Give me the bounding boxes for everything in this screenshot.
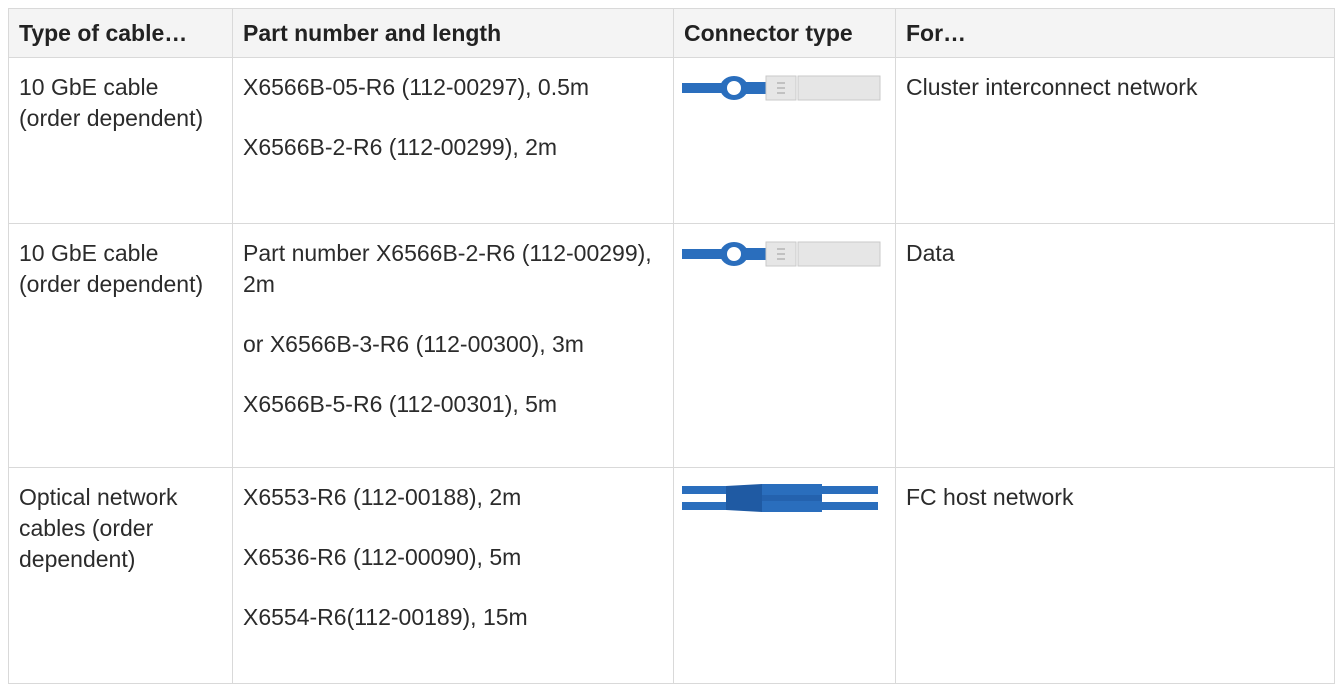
part-number-entry: Part number X6566B-2-R6 (112-00299), 2m [243,240,652,297]
cable-type-text: 10 GbE cable (order dependent) [19,240,204,297]
cable-type-cell [9,468,233,684]
connector-cell [674,468,896,684]
sfp-copper-cable-icon [682,236,882,272]
part-number-entry: X6536-R6 (112-00090), 5m [243,544,522,570]
part-number-entry: X6566B-2-R6 (112-00299), 2m [243,134,558,160]
part-number-entry: X6566B-5-R6 (112-00301), 5m [243,391,558,417]
optical-fiber-cable-icon [682,480,882,516]
connector-cell [674,224,896,468]
cable-table [8,8,1335,684]
cable-type-cell [9,58,233,224]
part-number-entry: X6553-R6 (112-00188), 2m [243,484,522,510]
part-number-entry: X6566B-05-R6 (112-00297), 0.5m [243,74,590,100]
part-number-entry: X6554-R6(112-00189), 15m [243,604,528,630]
header-for: For… [896,9,1335,58]
cable-type-text: 10 GbE cable (order dependent) [19,74,204,131]
table-row [9,224,1335,468]
sfp-copper-cable-icon [682,70,882,106]
header-part-number: Part number and length [233,9,674,58]
cable-table-container [8,8,1334,684]
header-type: Type of cable… [9,9,233,58]
part-number-cell [233,58,674,224]
part-number-entry: or X6566B-3-R6 (112-00300), 3m [243,331,584,357]
part-number-cell [233,468,674,684]
table-row [9,58,1335,224]
header-row [9,9,1335,58]
usage-cell: FC host network [896,468,1335,684]
connector-cell [674,58,896,224]
table-row [9,468,1335,684]
part-number-cell [233,224,674,468]
usage-cell: Data [896,224,1335,468]
header-connector-type: Connector type [674,9,896,58]
cable-type-text: Optical network cables (order dependent) [19,484,178,572]
cable-type-cell [9,224,233,468]
usage-cell: Cluster interconnect network [896,58,1335,224]
